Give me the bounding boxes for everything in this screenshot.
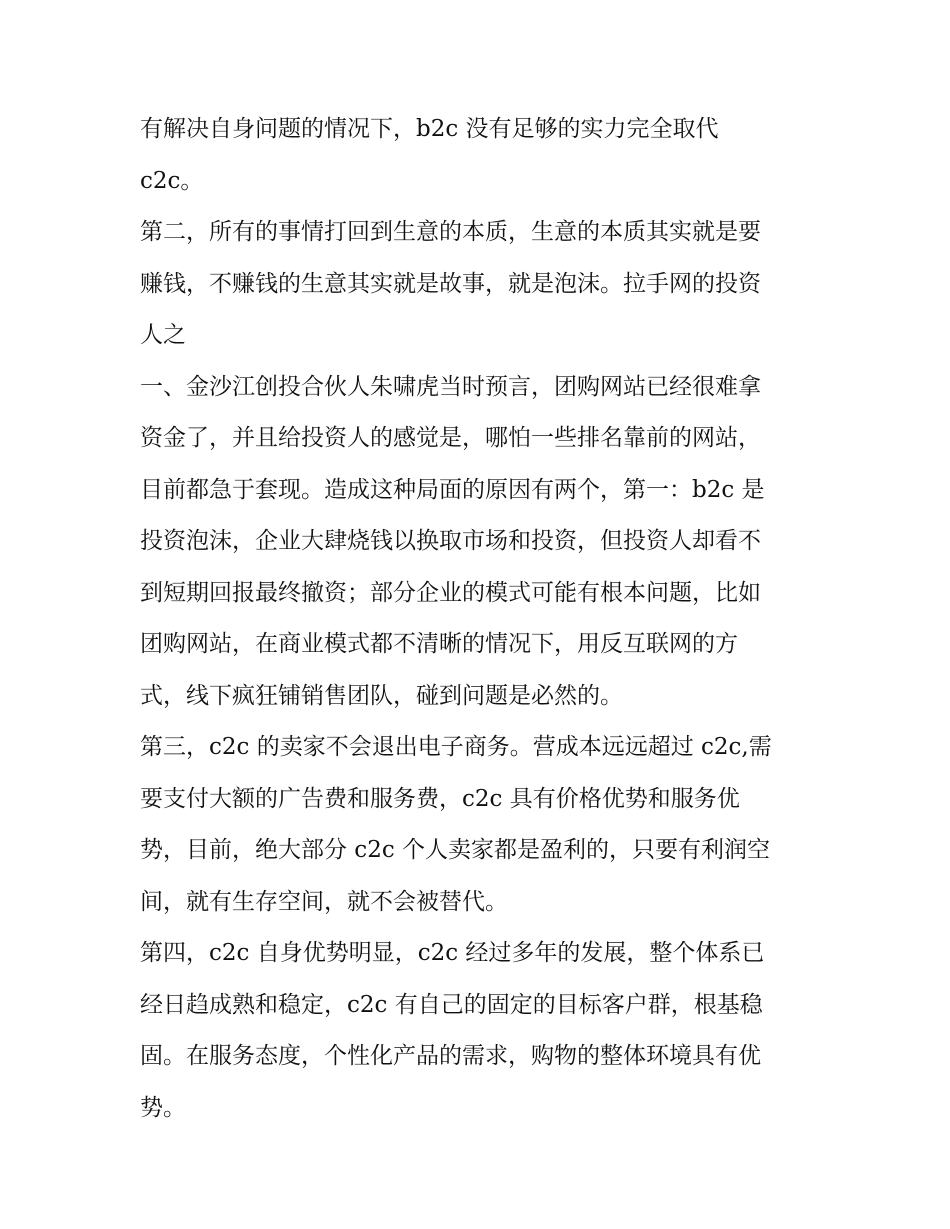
text-line: 经日趋成熟和稳定，c2c 有自己的固定的目标客户群，根基稳 <box>140 991 763 1018</box>
text-line: 第三，c2c 的卖家不会退出电子商务。营成本远远超过 c2c,需 <box>140 734 772 760</box>
text-line: 固。在服务态度，个性化产品的需求，购物的整体环境具有优 <box>140 1043 761 1069</box>
text-line: 资金了，并且给投资人的感觉是，哪怕一些排名靠前的网站， <box>140 425 761 451</box>
text-line: 要支付大额的广告费和服务费，c2c 具有价格优势和服务优 <box>140 785 740 812</box>
text-line: 第二，所有的事情打回到生意的本质，生意的本质其实就是要 <box>140 219 761 245</box>
text-line: 第四，c2c 自身优势明显，c2c 经过多年的发展，整个体系已 <box>140 940 765 966</box>
text-line: 一、金沙江创投合伙人朱啸虎当时预言，团购网站已经很难拿 <box>140 373 761 400</box>
text-line: 人之 <box>140 322 186 348</box>
text-line: 势。 <box>140 1094 186 1121</box>
text-line: 目前都急于套现。造成这种局面的原因有两个，第一：b2c 是 <box>140 476 765 503</box>
text-line: c2c。 <box>140 167 204 194</box>
text-line: 间，就有生存空间，就不会被替代。 <box>140 888 508 915</box>
document-body <box>140 104 820 1134</box>
text-line: 到短期回报最终撤资；部分企业的模式可能有根本问题，比如 <box>140 579 761 606</box>
text-line: 式，线下疯狂铺销售团队，碰到问题是必然的。 <box>140 682 623 709</box>
text-line: 投资泡沫，企业大肆烧钱以换取市场和投资，但投资人却看不 <box>140 528 761 554</box>
text-line: 团购网站，在商业模式都不清晰的情况下，用反互联网的方 <box>140 631 738 657</box>
text-line: 有解决自身问题的情况下，b2c 没有足够的实力完全取代 <box>140 116 719 142</box>
text-line: 势，目前，绝大部分 c2c 个人卖家都是盈利的，只要有利润空 <box>140 837 771 863</box>
text-line: 赚钱，不赚钱的生意其实就是故事，就是泡沫。拉手网的投资 <box>140 270 761 297</box>
